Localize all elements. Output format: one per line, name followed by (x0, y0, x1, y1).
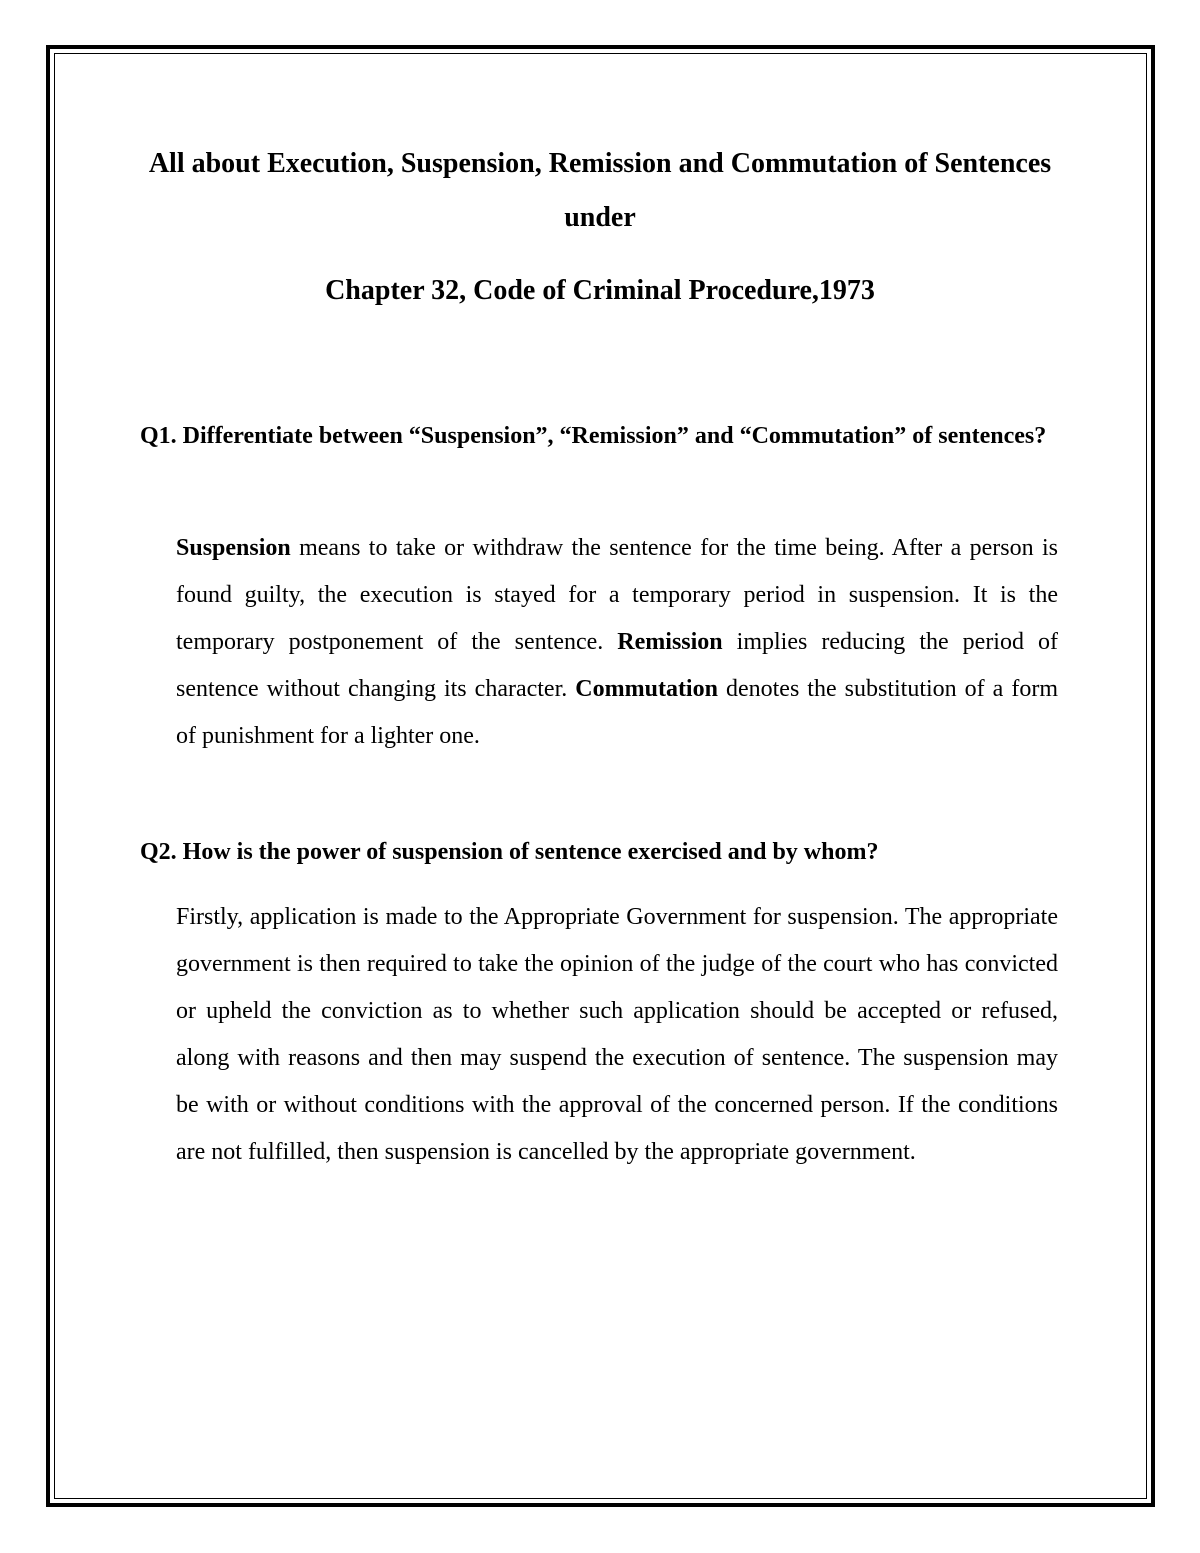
question-2: Q2. How is the power of suspension of sentence exercised and by whom? (140, 839, 879, 865)
question-1: Q1. Differentiate between “Suspension”, “Remission” and “Commutation” of sentences? (140, 423, 1047, 449)
document-title: All about Execution, Suspension, Remission and Commutation of Sentences under (148, 148, 1052, 233)
answer-1-text-2: implies reducing the period of sentence without changing its character. (176, 629, 1058, 702)
answer-1 (176, 525, 1058, 760)
term-suspension: Suspension (176, 535, 291, 561)
document-subtitle: Chapter 32, Code of Criminal Procedure,1973 (325, 275, 875, 306)
answer-2: Firstly, application is made to the Appropriate Government for suspension. The appropriate government is then required to take the opinion of the judge of the court who has convicted or upheld the conviction as to whether such application should be accepted or refused, along with reasons and then may suspend the execution of sentence. The suspension may be with or without conditions with the approval of the concerned person. If the conditions are not fulfilled, then suspension is cancelled by the appropriate government. (176, 904, 1058, 1165)
term-commutation: Commutation (575, 676, 718, 702)
answer-1-text-1: means to take or withdraw the sentence for the time being. After a person is found guilty, the execution is stayed for a temporary period in suspension. It is the temporary postponement of the sentence. (176, 535, 1058, 655)
answer-1-text-3: denotes the substitution of a form of punishment for a lighter one. (176, 676, 1058, 749)
term-remission: Remission (617, 629, 723, 655)
